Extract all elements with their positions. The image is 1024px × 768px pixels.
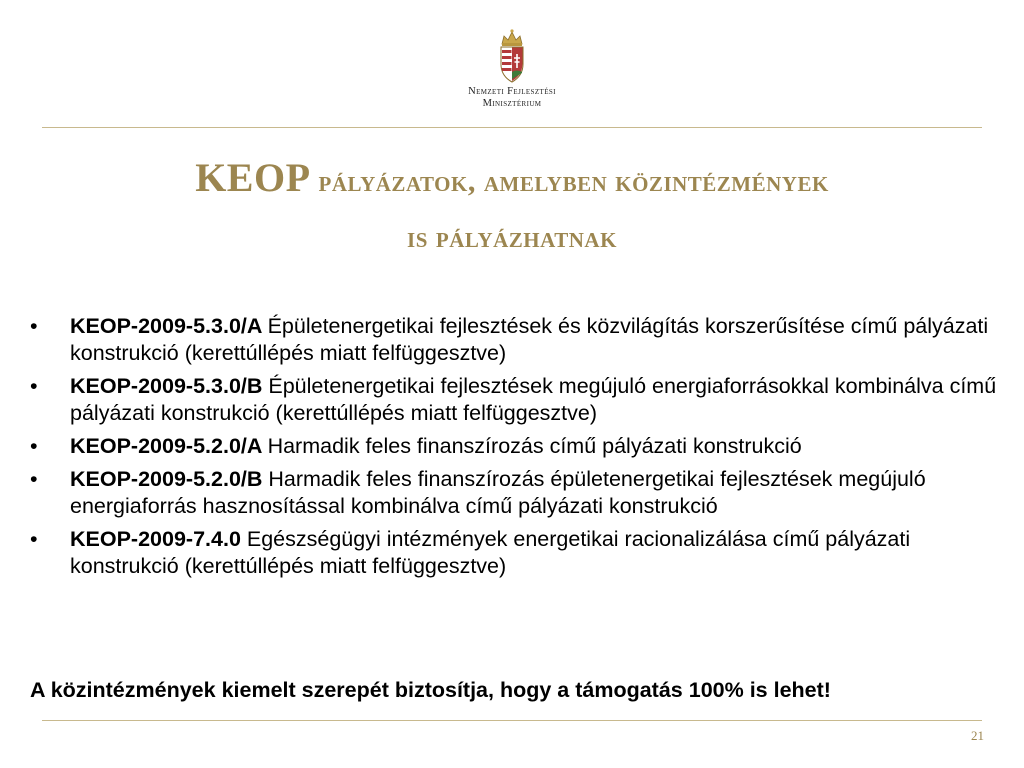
list-item: [30, 433, 1020, 460]
title-line1-rest: pályázatok, amelyben közintézmények: [318, 165, 829, 198]
bullet-marker: •: [30, 527, 38, 551]
program-code: KEOP-2009-7.4.0: [70, 527, 247, 551]
conclusion-statement: A közintézmények kiemelt szerepét biztosítja, hogy a támogatás 100% is lehet!: [30, 678, 831, 702]
coat-of-arms-icon: [496, 28, 528, 84]
slide-title: [40, 150, 984, 266]
list-item: [30, 526, 1020, 580]
list-item: [30, 373, 1020, 427]
program-code: KEOP-2009-5.2.0/B: [70, 467, 269, 491]
list-item: [30, 313, 1020, 367]
program-code: KEOP-2009-5.3.0/A: [70, 314, 268, 338]
footer-divider: [42, 720, 982, 721]
program-description: Egészségügyi intézmények energetikai racionalizálása című pályázati konstrukció (kerettúllépés miatt felfüggesztve): [70, 527, 911, 578]
ministry-name-line2: Minisztérium: [482, 98, 542, 109]
program-description: Harmadik feles finanszírozás című pályázati konstrukció: [267, 434, 802, 458]
program-description: Épületenergetikai fejlesztések megújuló energiaforrásokkal kombinálva című pályázati konstrukció (kerettúllépés miatt felfüggesztve): [70, 374, 997, 425]
program-description: Épületenergetikai fejlesztések és közvilágítás korszerűsítése című pályázati konstrukció (kerettúllépés miatt felfüggesztve): [70, 314, 989, 365]
ministry-name-line1: Nemzeti Fejlesztési: [468, 86, 556, 97]
page-number: 21: [971, 728, 984, 743]
bullet-marker: •: [30, 374, 38, 398]
slide-header: [0, 0, 1024, 128]
title-lead: KEOP: [195, 155, 311, 200]
bullet-list: [30, 313, 1020, 586]
bullet-marker: •: [30, 314, 38, 338]
ministry-name: [412, 86, 612, 110]
program-code: KEOP-2009-5.2.0/A: [70, 434, 268, 458]
bullet-marker: •: [30, 434, 38, 458]
header-divider: [42, 127, 982, 128]
list-item: [30, 466, 1020, 520]
bullet-marker: •: [30, 467, 38, 491]
title-line2: is pályázhatnak: [407, 221, 617, 254]
program-description: Harmadik feles finanszírozás épületenergetikai fejlesztések megújuló energiaforrás hasznosítással kombinálva című pályázati konstrukció: [70, 467, 926, 518]
program-code: KEOP-2009-5.3.0/B: [70, 374, 269, 398]
